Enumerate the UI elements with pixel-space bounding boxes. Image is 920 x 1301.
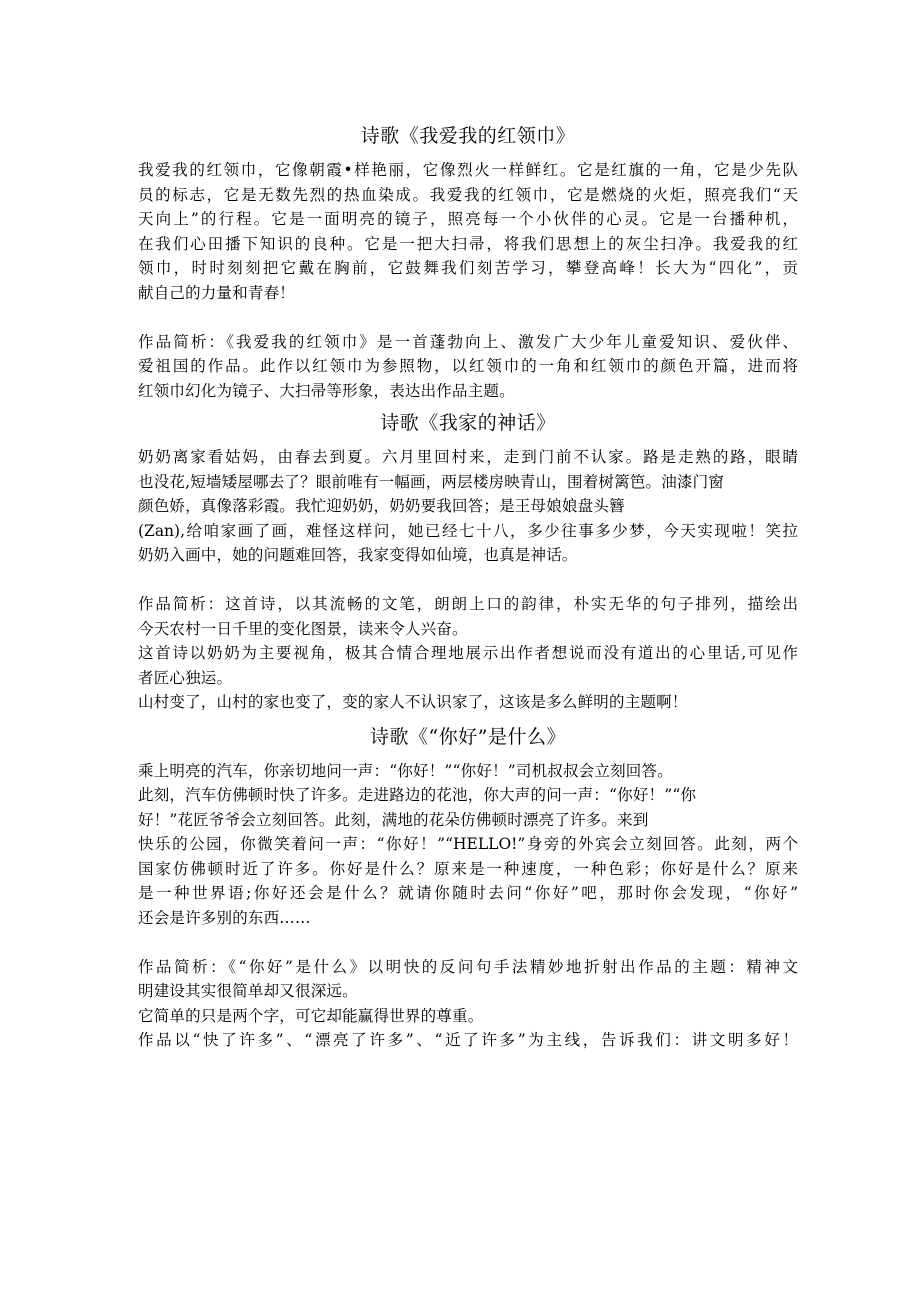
poem-body [138,158,798,305]
analysis-line: 这首诗以奶奶为主要视角，极其合情合理地展示出作者想说而没有道出的心里话,可见作 [138,644,798,662]
poem-title: 诗歌《我家的神话》 [380,412,556,434]
analysis-line: 红领巾幻化为镜子、大扫帚等形象，表达出作品主题。 [138,381,515,400]
poem-line: 领巾，时时刻刻把它戴在胸前，它鼓舞我们刻苦学习，攀登高峰！长大为“四化”，贡 [138,259,798,277]
analysis-line: 爱祖国的作品。此作以红领巾为参照物，以红领巾的一角和红领巾的颜色开篇，进而将 [138,357,798,375]
poem-section-red-scarf [138,122,798,403]
poem-line: (Zan),给咱家画了画，难怪这样问，她已经七十八，多少往事多少梦，今天实现啦！笑拉 [138,521,798,540]
poem-line: 还会是许多别的东西…… [138,908,311,927]
poem-body [138,445,798,568]
analysis-line: 今天农村一日千里的变化图景，读来令人兴奋。 [138,619,468,638]
poem-line: 天向上”的行程。它是一面明亮的镜子，照亮每一个小伙伴的心灵。它是一台播种机， [138,210,798,228]
poem-section-family-myth [138,409,798,715]
analysis-line: 者匠心独运。 [138,668,233,687]
poem-line: 员的标志，它是无数先烈的热血染成。我爱我的红领巾，它是燃烧的火炬，照亮我们“天 [138,185,798,204]
poem-line: 在我们心田播下知识的良种。它是一把大扫帚，将我们思想上的灰尘扫净。我爱我的红 [138,234,798,253]
poem-line: 也没花,短墙矮屋哪去了？眼前唯有一幅画，两层楼房映青山，围着树篱笆。油漆门窗 [138,472,725,491]
poem-title: 诗歌《我爱我的红领巾》 [360,125,576,147]
analysis-line: 作品简析：《我爱我的红领巾》是一首蓬勃向上、激发广大少年儿童爱知识、爱伙伴、 [138,332,798,351]
poem-line: 奶奶入画中，她的问题难回答，我家变得如仙境，也真是神话。 [138,546,578,564]
poem-line: 此刻，汽车仿佛顿时快了许多。走进路边的花池，你大声的问一声：“你好！”“你 [138,786,697,804]
poem-line: 乘上明亮的汽车，你亲切地问一声：“你好！”“你好！”司机叔叔会立刻回答。 [138,761,673,780]
analysis-line: 它简单的只是两个字，可它却能赢得世界的尊重。 [138,1006,484,1025]
analysis-line: 明建设其实很简单却又很深远。 [138,982,358,1000]
analysis-body [138,955,798,1053]
document-page [138,122,798,1053]
spacer [138,305,798,330]
poem-title: 诗歌《“你好”是什么》 [370,725,566,748]
spacer [138,930,798,955]
analysis-line: 作品简析：《“你好”是什么》以明快的反问句手法精妙地折射出作品的主题：精神文 [138,957,798,976]
poem-line: 好！”花匠爷爷会立刻回答。此刻，满地的花朵仿佛顿时漂亮了许多。来到 [138,810,649,829]
poem-line: 我爱我的红领巾，它像朝霞•样艳丽，它像烈火一样鲜红。它是红旗的一角，它是少先队 [138,161,798,179]
analysis-line: 作品以“快了许多”、“漂亮了许多”、“近了许多”为主线，告诉我们：讲文明多好！ [138,1031,798,1049]
analysis-body [138,330,798,404]
poem-section-hello [138,723,798,1053]
poem-line: 颜色娇，真像落彩霞。我忙迎奶奶，奶奶要我回答；是王母娘娘盘头簪 [138,497,625,515]
poem-line: 是一种世界语;你好还会是什么？就请你随时去问“你好”吧，那时你会发现，“你好” [138,884,798,902]
poem-line: 国家仿佛顿时近了许多。你好是什么？原来是一种速度，一种色彩；你好是什么？原来 [138,859,798,878]
spacer [138,568,798,593]
poem-line: 奶奶离家看姑妈，由春去到夏。六月里回村来，走到门前不认家。路是走熟的路，眼睛 [138,448,798,466]
poem-line: 快乐的公园，你微笑着问一声：“你好！”“HELLO!”身旁的外宾会立刻回答。此刻，两个 [138,835,798,853]
analysis-line: 作品简析：这首诗，以其流畅的文笔，朗朗上口的韵律，朴实无华的句子排列，描绘出 [138,595,798,613]
poem-body [138,759,798,931]
analysis-body [138,592,798,715]
poem-line: 献自己的力量和青春！ [138,283,296,302]
analysis-line: 山村变了，山村的家也变了，变的家人不认识家了，这该是多么鲜明的主题啊！ [138,693,688,711]
